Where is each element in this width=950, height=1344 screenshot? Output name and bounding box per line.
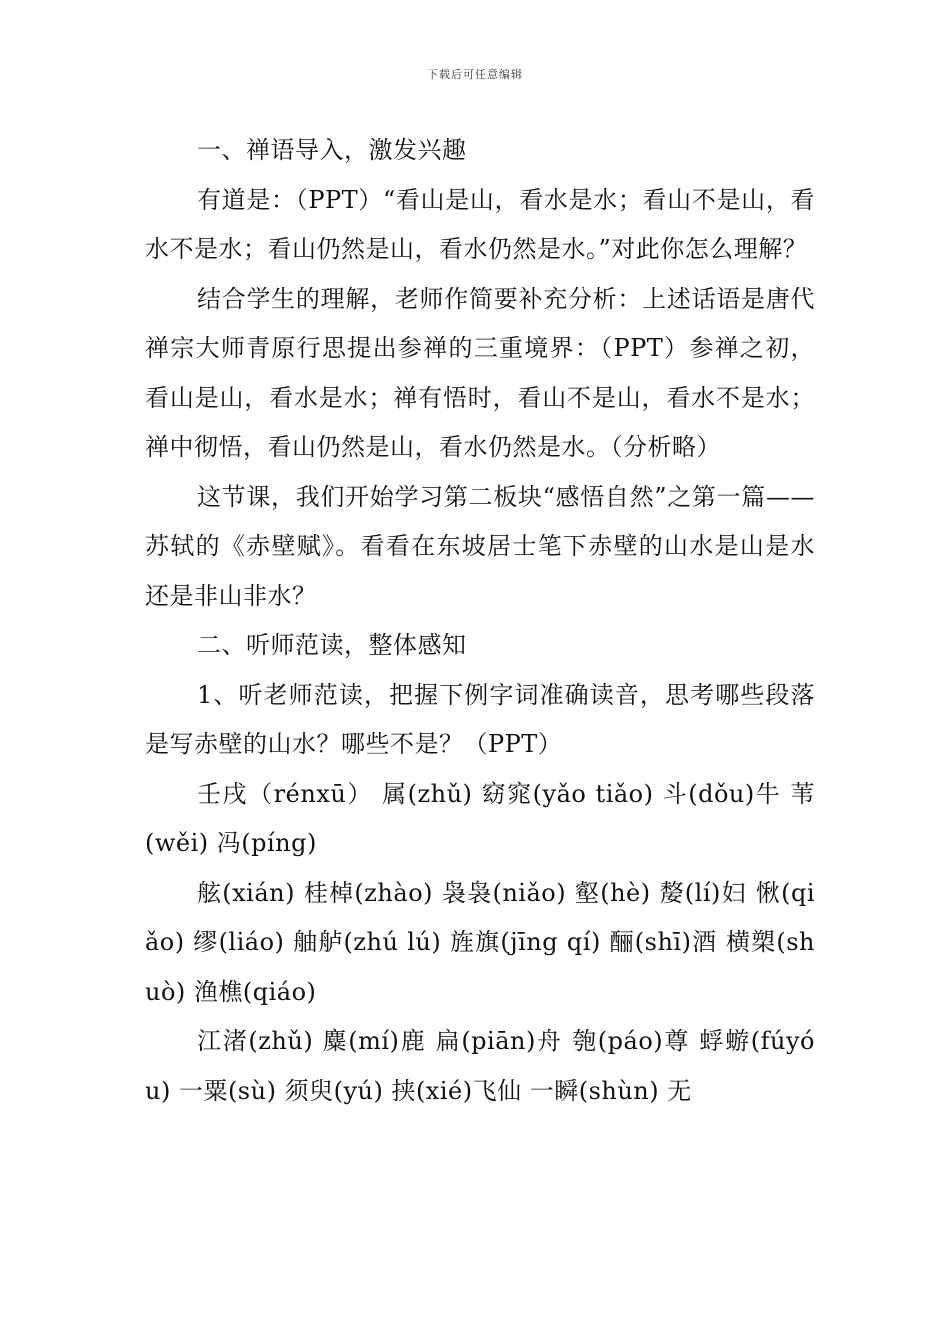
- paragraph-lesson-intro: 这节课，我们开始学习第二板块“感悟自然”之第一篇——苏轼的《赤壁赋》。看看在东坡居士笔下赤壁的山水是山是水还是非山非水？: [145, 482, 815, 610]
- paragraph-analysis: 结合学生的理解，老师作简要补充分析：上述话语是唐代禅宗大师青原行思提出参禅的三重境界：（PPT）参禅之初，看山是山，看水是水；禅有悟时，看山不是山，看水不是水；禅中彻悟，看山仍然是山，看水仍然是水。（分析略）: [145, 284, 815, 461]
- header-note: 下载后可任意编辑: [427, 68, 523, 81]
- pronunciation-list-3: 江渚(zhǔ) 麋(mí)鹿 扁(piān)舟 匏(páo)尊 蜉蝣(fúyóu) 一粟(sù) 须臾(yú) 挟(xié)飞仙 一瞬(shùn) 无: [145, 1027, 815, 1105]
- section-heading-1: 一、禅语导入，激发兴趣: [197, 136, 467, 164]
- document-body: [145, 126, 815, 1116]
- paragraph-reading-task: 1、听老师范读，把握下例字词准确读音，思考哪些段落是写赤壁的山水？哪些不是？（PPT）: [145, 680, 815, 758]
- section-heading-2: 二、听师范读，整体感知: [197, 631, 467, 659]
- paragraph-zen-quote: 有道是：（PPT）“看山是山，看水是水；看山不是山，看水不是水；看山仍然是山，看水仍然是水。”对此你怎么理解？: [145, 185, 815, 263]
- pronunciation-list-1: 壬戌（rénxū） 属(zhǔ) 窈窕(yǎo tiǎo) 斗(dǒu)牛 苇(wěi) 冯(píng): [145, 779, 815, 857]
- pronunciation-list-2: 舷(xián) 桂棹(zhào) 袅袅(niǎo) 壑(hè) 嫠(lí)妇 愀(qiǎo) 缪(liáo) 舳舻(zhú lú) 旌旗(jīng qí) 酾(shī)酒 横槊(shuò) 渔樵(qiáo): [145, 878, 815, 1006]
